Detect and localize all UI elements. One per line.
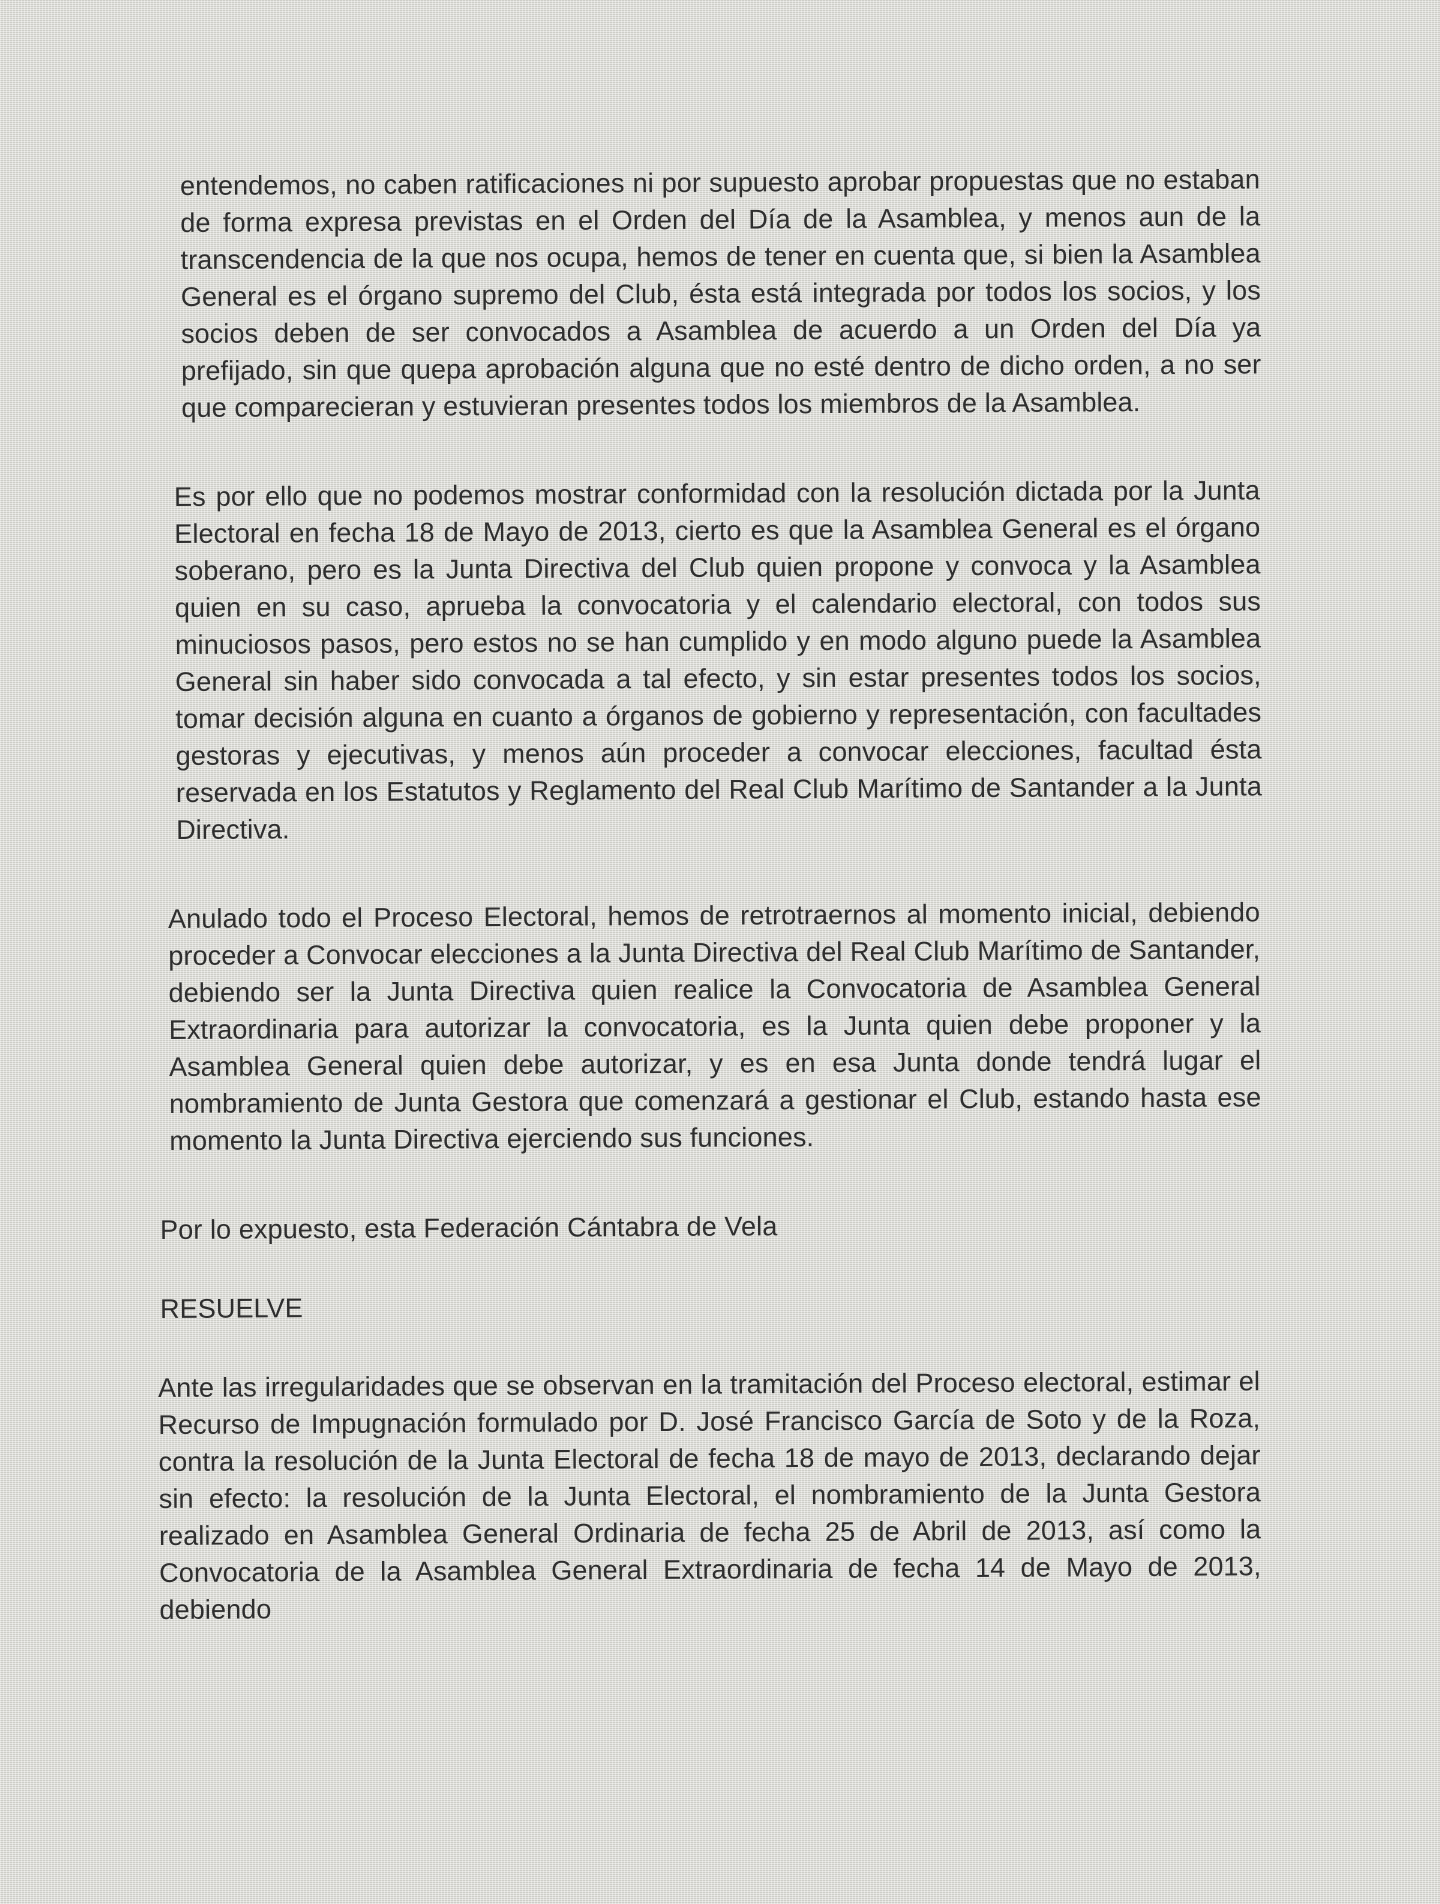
paragraph-ratificaciones: entendemos, no caben ratificaciones ni por supuesto aprobar propuestas que no estaban de forma expresa previstas en el Orden del Día de la Asamblea, y menos aun de la transcendencia de la que nos ocupa, hemos de tener en cuenta que, si bien la Asamblea General es el órgano supremo del Club, ésta está integrada por todos los socios, y los socios deben de ser convocados a Asamblea de acuerdo a un Orden del Día ya prefijado, sin que quepa aprobación alguna que no esté dentro de dicho orden, a no ser que comparecieran y estuvieran presentes todos los miembros de la Asamblea. [180, 164, 1262, 423]
paragraph-por-lo-expuesto: Por lo expuesto, esta Federación Cántabra de Vela [160, 1211, 778, 1245]
paragraph-resolucion: Ante las irregularidades que se observan en la tramitación del Proceso electoral, estimar el Recurso de Impugnación formulado por D. José Francisco García de Soto y de la Roza, contra la resolución de la Junta Electoral de fecha 18 de mayo de 2013, declarando dejar sin efecto: la resolución de la Junta Electoral, el nombramiento de la Junta Gestora realizado en Asamblea General Ordinaria de fecha 25 de Abril de 2013, así como la Convocatoria de la Asamblea General Extraordinaria de fecha 14 de Mayo de 2013, debiendo [158, 1366, 1262, 1625]
document-body [158, 164, 1262, 1629]
heading-resuelve: RESUELVE [160, 1293, 304, 1324]
paragraph-anulado: Anulado todo el Proceso Electoral, hemos de retrotraernos al momento inicial, debiendo proceder a Convocar elecciones a la Junta Directiva del Real Club Marítimo de Santander, debiendo ser la Junta Directiva quien realice la Convocatoria de Asamblea General Extraordinaria para autorizar la convocatoria, es la Junta quien debe proponer y la Asamblea General quien debe autorizar, y es en esa Junta donde tendrá lugar el nombramiento de Junta Gestora que comenzará a gestionar el Club, estando hasta ese momento la Junta Directiva ejerciendo sus funciones. [168, 897, 1262, 1156]
paragraph-conformidad: Es por ello que no podemos mostrar conformidad con la resolución dictada por la Junta Electoral en fecha 18 de Mayo de 2013, cierto es que la Asamblea General es el órgano soberano, pero es la Junta Directiva del Club quien propone y convoca y la Asamblea quien en su caso, aprueba la convocatoria y el calendario electoral, con todos sus minuciosos pasos, pero estos no se han cumplido y en modo alguno puede la Asamblea General sin haber sido convocada a tal efecto, y sin estar presentes todos los socios, tomar decisión alguna en cuanto a órganos de gobierno y representación, con facultades gestoras y ejecutivas, y menos aún proceder a convocar elecciones, facultad ésta reservada en los Estatutos y Reglamento del Real Club Marítimo de Santander a la Junta Directiva. [174, 475, 1262, 845]
